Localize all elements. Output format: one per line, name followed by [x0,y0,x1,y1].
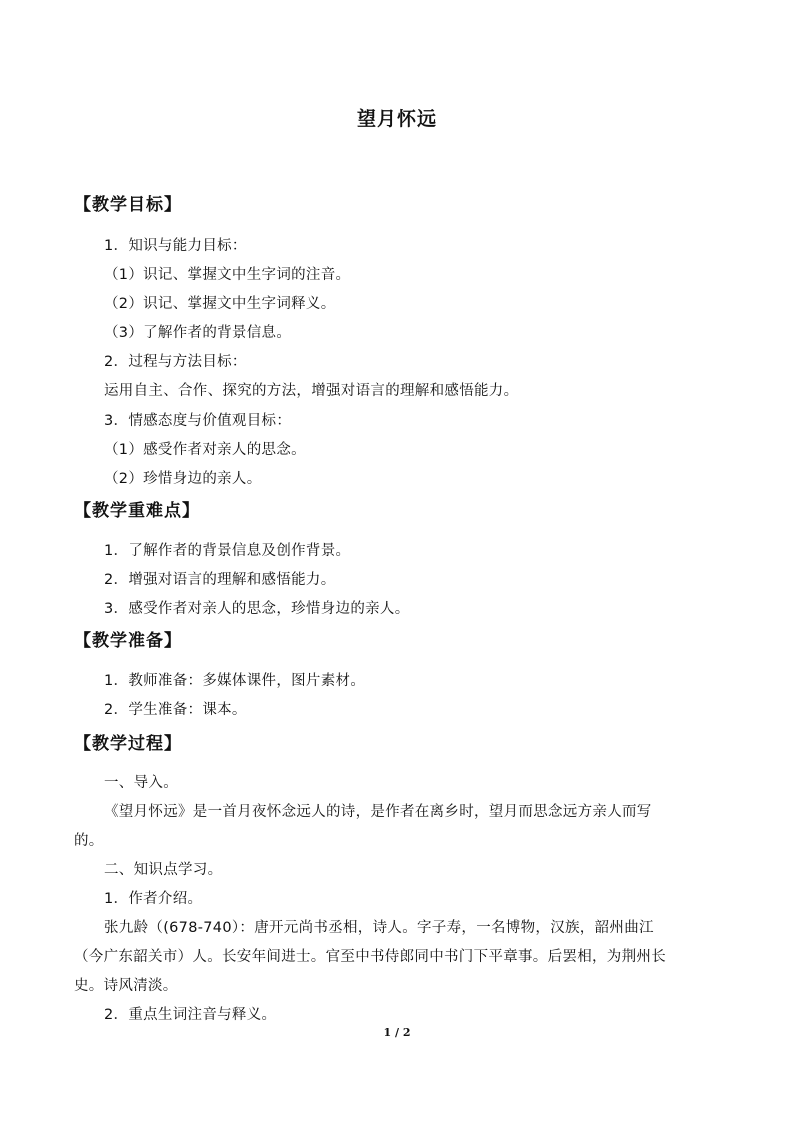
heading-process: 【教学过程】 [74,734,182,754]
goal-line: （2）识记、掌握文中生字词释义。 [104,296,336,312]
process-line: 史。诗风清淡。 [74,978,178,994]
key-point-line: 1．了解作者的背景信息及创作背景。 [104,543,351,559]
process-line: 张九龄（(678-740）：唐开元尚书丞相，诗人。字子寿，一名博物，汉族，韶州曲江 [104,920,654,936]
goal-line: （2）珍惜身边的亲人。 [104,471,262,487]
process-line: 《望月怀远》是一首月夜怀念远人的诗，是作者在离乡时，望月而思念远方亲人而写 [104,804,652,820]
process-line: 1．作者介绍。 [104,891,203,907]
heading-preparation: 【教学准备】 [74,631,182,651]
heading-teaching-goals: 【教学目标】 [74,195,182,215]
preparation-line: 1．教师准备：多媒体课件，图片素材。 [104,673,366,689]
goal-line: 1．知识与能力目标： [104,238,247,254]
key-point-line: 3．感受作者对亲人的思念，珍惜身边的亲人。 [104,601,410,617]
process-line: 的。 [74,833,104,849]
goal-line: （3）了解作者的背景信息。 [104,325,292,341]
goal-line: 2．过程与方法目标： [104,354,247,370]
process-line: 二、知识点学习。 [104,862,223,878]
page-indicator: 1 / 2 [383,1026,411,1039]
key-point-line: 2．增强对语言的理解和感悟能力。 [104,572,336,588]
goal-line: 运用自主、合作、探究的方法，增强对语言的理解和感悟能力。 [104,383,519,399]
heading-key-points: 【教学重难点】 [74,501,200,521]
document-title: 望月怀远 [356,108,437,130]
goal-line: 3．情感态度与价值观目标： [104,413,292,429]
goal-line: （1）识记、掌握文中生字词的注音。 [104,267,351,283]
process-line: 2．重点生词注音与释义。 [104,1007,277,1023]
process-line: （今广东韶关市）人。长安年间进士。官至中书侍郎同中书门下平章事。后罢相，为荆州长 [74,949,666,965]
preparation-line: 2．学生准备：课本。 [104,702,247,718]
goal-line: （1）感受作者对亲人的思念。 [104,442,306,458]
process-line: 一、导入。 [104,775,178,791]
